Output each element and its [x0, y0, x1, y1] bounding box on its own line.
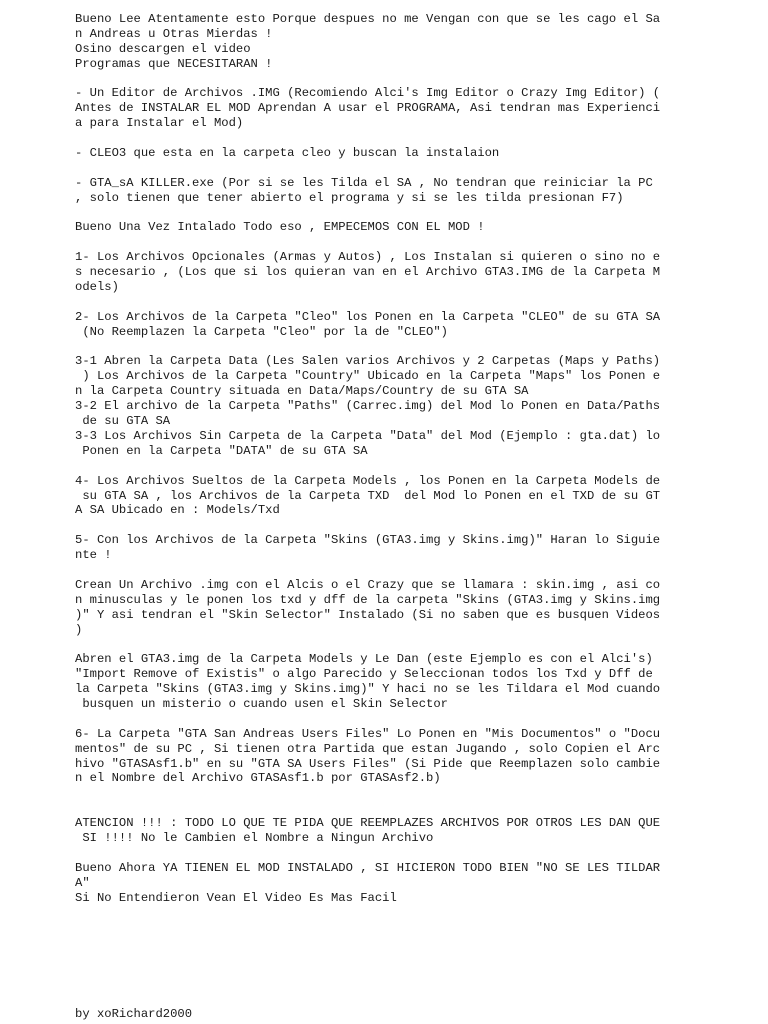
text-line: A" [75, 875, 90, 890]
text-line: ATENCION !!! : TODO LO QUE TE PIDA QUE REEMPLAZES ARCHIVOS POR OTROS LES DAN QUE [75, 816, 661, 831]
text-line: - Un Editor de Archivos .IMG (Recomiendo Alci's Img Editor o Crazy Img Editor) ( [75, 86, 661, 101]
text-line: ) Los Archivos de la Carpeta "Country" Ubicado en la Carpeta "Maps" los Ponen e [75, 369, 661, 384]
document-body [75, 12, 755, 905]
text-line: Antes de INSTALAR EL MOD Aprendan A usar el PROGRAMA, Asi tendran mas Experienci [75, 101, 661, 116]
blank-line [75, 235, 755, 250]
text-line: 1- Los Archivos Opcionales (Armas y Autos) , Los Instalan si quieren o sino no e [75, 250, 661, 265]
text-line: mentos" de su PC , Si tienen otra Partida que estan Jugando , solo Copien el Arc [75, 741, 661, 756]
blank-line [75, 563, 755, 578]
blank-line [75, 518, 755, 533]
text-line: Bueno Ahora YA TIENEN EL MOD INSTALADO , SI HICIERON TODO BIEN "NO SE LES TILDAR [75, 860, 661, 875]
text-line: s necesario , (Los que si los quieran van en el Archivo GTA3.IMG de la Carpeta M [75, 265, 661, 280]
blank-line [75, 72, 755, 87]
blank-line [75, 712, 755, 727]
text-line: Crean Un Archivo .img con el Alcis o el Crazy que se llamara : skin.img , asi co [75, 577, 661, 592]
text-line: Bueno Una Vez Intalado Todo eso , EMPECEMOS CON EL MOD ! [75, 220, 485, 235]
text-line: n Andreas u Otras Mierdas ! [75, 26, 273, 41]
text-line: , solo tienen que tener abierto el programa y si se les tilda presionan F7) [75, 190, 624, 205]
blank-line [75, 846, 755, 861]
text-line: ) [75, 622, 83, 637]
text-line: 4- Los Archivos Sueltos de la Carpeta Models , los Ponen en la Carpeta Models de [75, 473, 661, 488]
blank-line [75, 206, 755, 221]
text-line: "Import Remove of Existis" o algo Parecido y Seleccionan todos los Txd y Dff de [75, 667, 653, 682]
text-line: )" Y asi tendran el "Skin Selector" Instalado (Si no saben que es busquen Videos [75, 607, 661, 622]
blank-line [75, 786, 755, 801]
text-line: Abren el GTA3.img de la Carpeta Models y Le Dan (este Ejemplo es con el Alci's) [75, 652, 653, 667]
text-line: de su GTA SA [75, 414, 171, 429]
text-line: Bueno Lee Atentamente esto Porque despues no me Vengan con que se les cago el Sa [75, 12, 661, 26]
text-line: 3-2 El archivo de la Carpeta "Paths" (Carrec.img) del Mod lo Ponen en Data/Paths [75, 399, 661, 414]
text-line: 2- Los Archivos de la Carpeta "Cleo" los Ponen en la Carpeta "CLEO" de su GTA SA [75, 309, 661, 324]
text-line: n la Carpeta Country situada en Data/Maps/Country de su GTA SA [75, 384, 529, 399]
text-line: su GTA SA , los Archivos de la Carpeta TXD del Mod lo Ponen en el TXD de su GT [75, 488, 661, 503]
text-line: Ponen en la Carpeta "DATA" de su GTA SA [75, 443, 368, 458]
text-line: Programas que NECESITARAN ! [75, 56, 273, 71]
text-line: odels) [75, 280, 119, 295]
blank-line [75, 637, 755, 652]
text-line: a para Instalar el Mod) [75, 116, 244, 131]
text-line: A SA Ubicado en : Models/Txd [75, 503, 280, 518]
text-line: - GTA_sA KILLER.exe (Por si se les Tilda el SA , No tendran que reiniciar la PC [75, 175, 653, 190]
text-line: 3-1 Abren la Carpeta Data (Les Salen varios Archivos y 2 Carpetas (Maps y Paths) [75, 354, 661, 369]
text-line: n el Nombre del Archivo GTASAsf1.b por GTASAsf2.b) [75, 771, 441, 786]
blank-line [75, 161, 755, 176]
text-line: 3-3 Los Archivos Sin Carpeta de la Carpeta "Data" del Mod (Ejemplo : gta.dat) lo [75, 428, 661, 443]
blank-line [75, 295, 755, 310]
text-line: 5- Con los Archivos de la Carpeta "Skins (GTA3.img y Skins.img)" Haran lo Siguie [75, 533, 661, 548]
blank-line [75, 340, 755, 355]
text-line: (No Reemplazen la Carpeta "Cleo" por la de "CLEO") [75, 324, 448, 339]
text-line: n minusculas y le ponen los txd y dff de la carpeta "Skins (GTA3.img y Skins.img [75, 592, 661, 607]
blank-line [75, 801, 755, 816]
text-line: - CLEO3 que esta en la carpeta cleo y buscan la instalaion [75, 146, 500, 161]
text-line: Osino descargen el video [75, 41, 251, 56]
text-line: SI !!!! No le Cambien el Nombre a Ningun Archivo [75, 830, 434, 845]
text-line: busquen un misterio o cuando usen el Skin Selector [75, 696, 448, 711]
text-line: la Carpeta "Skins (GTA3.img y Skins.img)" Y haci no se les Tildara el Mod cuando [75, 682, 661, 697]
text-line: 6- La Carpeta "GTA San Andreas Users Files" Lo Ponen en "Mis Documentos" o "Docu [75, 726, 661, 741]
text-line: Si No Entendieron Vean El Video Es Mas Facil [75, 890, 397, 905]
text-line: hivo "GTASAsf1.b" en su "GTA SA Users Files" (Si Pide que Reemplazen solo cambie [75, 756, 661, 771]
text-line: nte ! [75, 548, 112, 563]
author-credit: by xoRichard2000 [75, 1007, 193, 1021]
blank-line [75, 131, 755, 146]
blank-line [75, 459, 755, 474]
